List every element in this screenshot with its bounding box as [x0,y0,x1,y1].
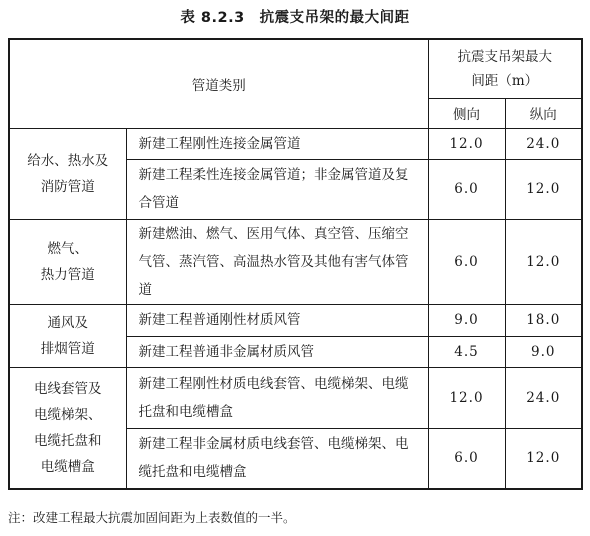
table-row [9,304,582,336]
header-spacing-line2: 间距（m） [471,72,539,89]
lateral-value-cell: 6.0 [428,428,505,489]
pipe-desc-cell: 新建燃油、燃气、医用气体、真空管、压缩空气管、蒸汽管、高温热水管及其他有害气体管道 [126,219,428,304]
longitudinal-value-cell: 18.0 [505,304,582,336]
category-line: 电缆槽盒 [40,458,95,475]
pipe-desc-cell: 新建工程刚性材质电线套管、电缆梯架、电缆托盘和电缆槽盒 [126,367,428,428]
lateral-value-cell: 9.0 [428,304,505,336]
category-line: 燃气、 [47,240,88,257]
header-longitudinal: 纵向 [505,98,582,128]
category-line: 电缆梯架、 [34,406,102,423]
pipe-category-cell [9,304,126,367]
spacing-table [8,38,583,490]
header-category: 管道类别 [9,39,428,128]
table-row [9,128,582,159]
longitudinal-value-cell: 12.0 [505,159,582,219]
pipe-category-cell [9,367,126,489]
category-line: 热力管道 [40,266,95,283]
lateral-value-cell: 12.0 [428,367,505,428]
pipe-category-cell [9,219,126,304]
longitudinal-value-cell: 12.0 [505,219,582,304]
category-line: 消防管道 [40,178,95,195]
table-row [9,367,582,428]
pipe-desc-cell: 新建工程普通非金属材质风管 [126,336,428,367]
category-line: 电线套管及 [34,380,102,397]
header-spacing-line1: 抗震支吊架最大 [457,48,552,65]
category-line: 排烟管道 [40,340,95,357]
lateral-value-cell: 4.5 [428,336,505,367]
header-lateral: 侧向 [428,98,505,128]
pipe-desc-cell: 新建工程普通刚性材质风管 [126,304,428,336]
table-note: 注：改建工程最大抗震加固间距为上表数值的一半。 [8,510,296,525]
longitudinal-value-cell: 24.0 [505,367,582,428]
longitudinal-value-cell: 24.0 [505,128,582,159]
pipe-category-cell [9,128,126,219]
pipe-desc-cell: 新建工程非金属材质电线套管、电缆梯架、电缆托盘和电缆槽盒 [126,428,428,489]
category-line: 通风及 [47,314,88,331]
lateral-value-cell: 6.0 [428,159,505,219]
longitudinal-value-cell: 12.0 [505,428,582,489]
longitudinal-value-cell: 9.0 [505,336,582,367]
table-row [9,219,582,304]
pipe-desc-cell: 新建工程刚性连接金属管道 [126,128,428,159]
category-line: 给水、热水及 [27,152,109,169]
pipe-desc-cell: 新建工程柔性连接金属管道；非金属管道及复合管道 [126,159,428,219]
lateral-value-cell: 6.0 [428,219,505,304]
table-title: 表 8.2.3 抗震支吊架的最大间距 [180,10,410,26]
lateral-value-cell: 12.0 [428,128,505,159]
header-max-spacing [428,39,582,98]
category-line: 电缆托盘和 [34,432,102,449]
